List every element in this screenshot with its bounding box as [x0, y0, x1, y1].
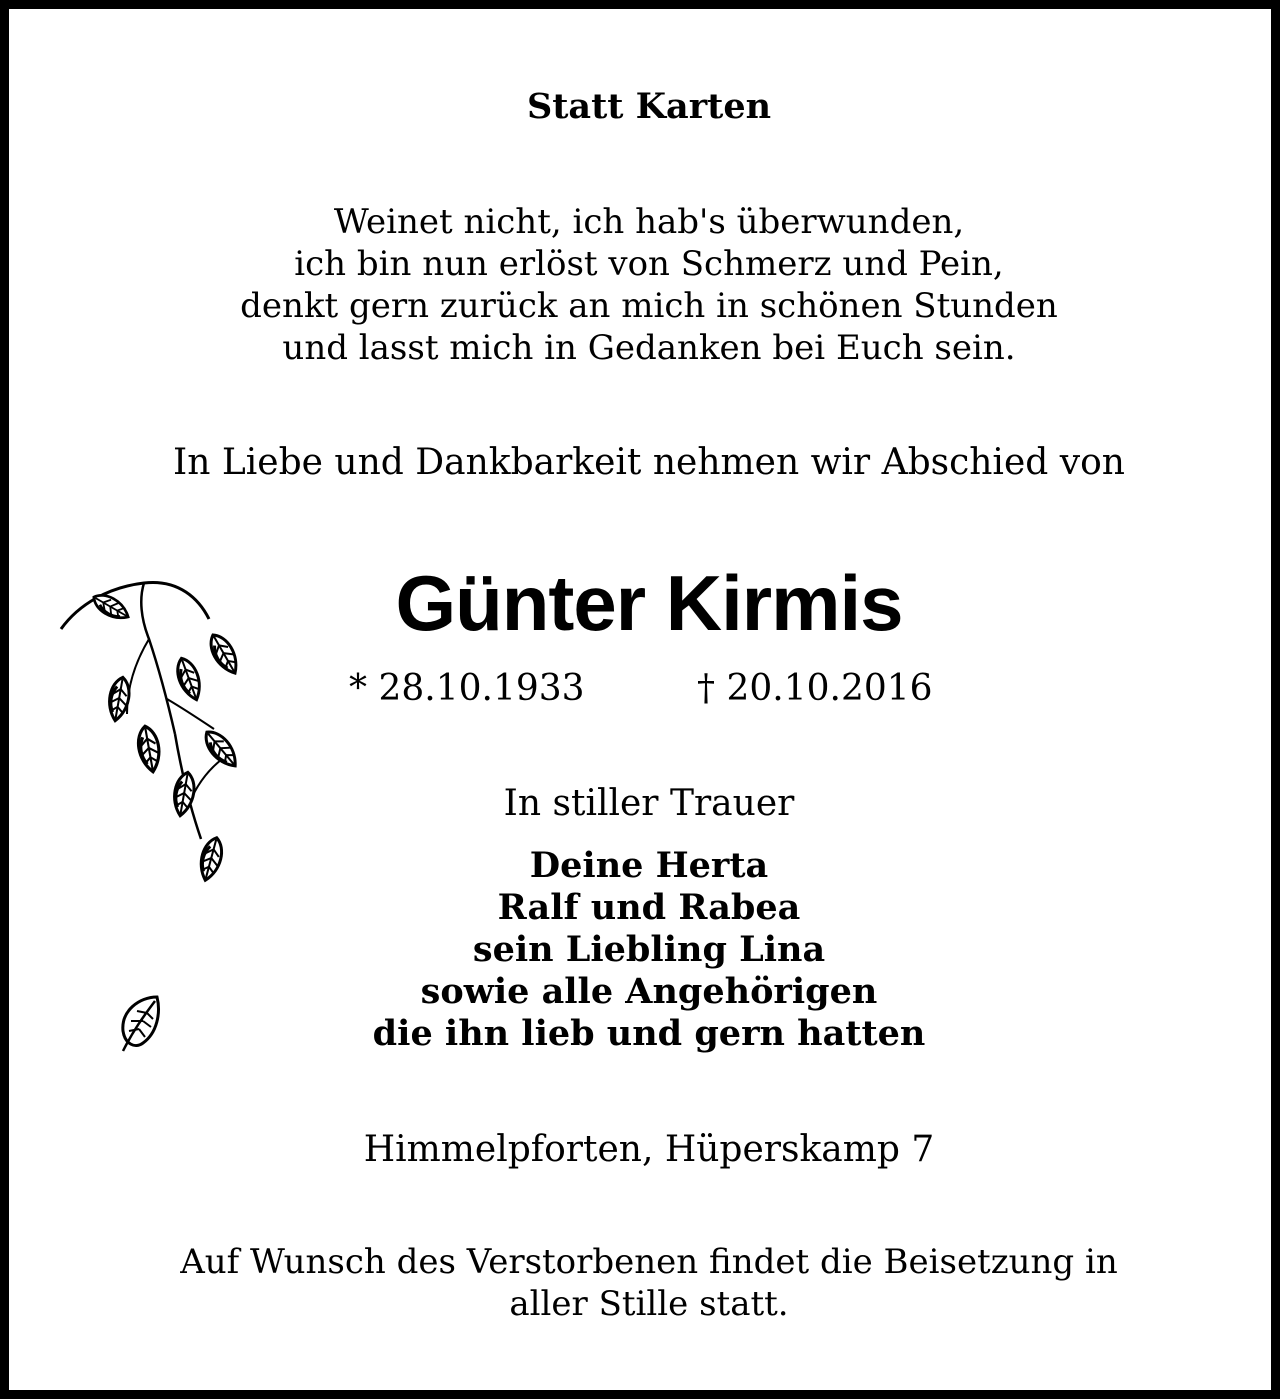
falling-leaf-icon — [109, 989, 169, 1059]
family-member: sowie alle Angehörigen — [420, 971, 878, 1012]
leafy-branch-icon — [49, 569, 269, 899]
poem-line: Weinet nicht, ich hab's überwunden, — [333, 202, 965, 242]
death-date: † 20.10.2016 — [697, 668, 933, 709]
notice-heading: Statt Karten — [526, 86, 772, 127]
deceased-name: Günter Kirmis — [395, 559, 903, 647]
burial-note-line: Auf Wunsch des Verstorbenen findet die Beisetzung in — [180, 1242, 1118, 1282]
mourning-line: In stiller Trauer — [503, 783, 795, 824]
family-member: Deine Herta — [529, 845, 769, 886]
birth-date: * 28.10.1933 — [349, 668, 585, 709]
address: Himmelpforten, Hüperskamp 7 — [363, 1129, 935, 1170]
poem — [9, 201, 1280, 369]
burial-note — [9, 1241, 1280, 1325]
farewell-intro: In Liebe und Dankbarkeit nehmen wir Abschied von — [173, 442, 1125, 483]
family-member: sein Liebling Lina — [472, 929, 826, 970]
burial-note-line: aller Stille statt. — [509, 1284, 789, 1324]
poem-line: und lasst mich in Gedanken bei Euch sein. — [282, 328, 1016, 368]
poem-line: ich bin nun erlöst von Schmerz und Pein, — [294, 244, 1004, 284]
family-member: Ralf und Rabea — [497, 887, 801, 928]
family-member: die ihn lieb und gern hatten — [372, 1013, 926, 1054]
poem-line: denkt gern zurück an mich in schönen Stunden — [240, 286, 1058, 326]
